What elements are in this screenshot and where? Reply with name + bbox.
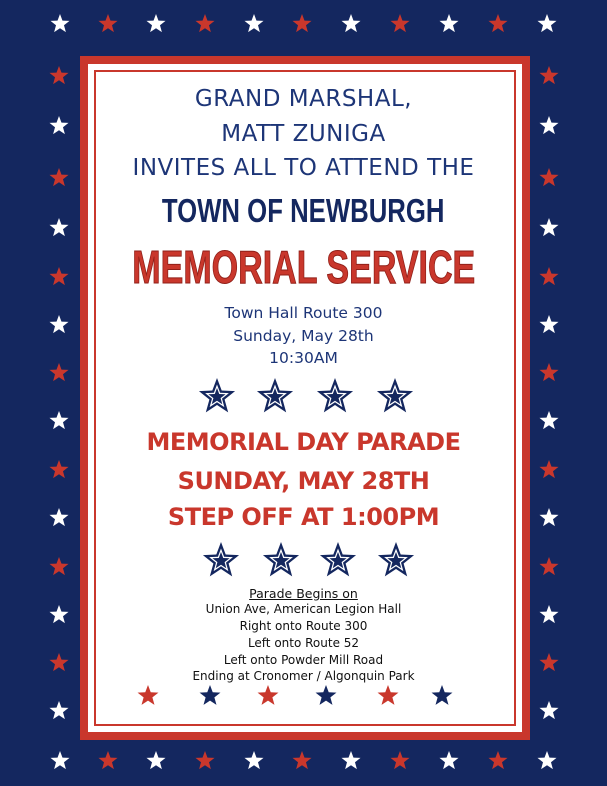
invitation-line: INVITES ALL TO ATTEND THE	[132, 155, 475, 181]
star-icon	[146, 751, 165, 769]
parade-date: SUNDAY, MAY 28TH	[177, 467, 430, 495]
service-date: Sunday, May 28th	[233, 327, 374, 345]
star-icon	[439, 14, 458, 32]
star-icon	[539, 557, 558, 575]
star-icon	[537, 14, 556, 32]
star-icon	[292, 751, 311, 769]
star-icon	[341, 751, 360, 769]
star-icon	[539, 701, 558, 719]
town-name-heading	[0, 192, 607, 230]
memorial-service-title: MEMORIAL SERVICE	[132, 241, 475, 293]
star-icon	[195, 751, 214, 769]
star-icon	[50, 14, 69, 32]
star-icon	[390, 751, 409, 769]
marshal-name: MATT ZUNIGA	[221, 121, 386, 147]
star-icon	[49, 557, 68, 575]
star-icon	[146, 14, 165, 32]
star-icon	[537, 751, 556, 769]
route-step: Left onto Powder Mill Road	[223, 653, 384, 667]
star-icon	[50, 751, 69, 769]
star-icon	[98, 14, 117, 32]
star-icon	[49, 411, 68, 429]
star-icon	[292, 14, 311, 32]
star-icon	[49, 66, 68, 84]
star-icon	[439, 751, 458, 769]
route-step: Union Ave, American Legion Hall	[205, 602, 402, 616]
star-icon	[244, 14, 263, 32]
star-icon	[98, 751, 117, 769]
service-time: 10:30AM	[269, 349, 338, 367]
star-icon	[49, 701, 68, 719]
route-step: Right onto Route 300	[239, 619, 368, 633]
star-icon	[244, 751, 263, 769]
star-icon	[539, 66, 558, 84]
star-icon	[488, 14, 507, 32]
town-name: TOWN OF NEWBURGH	[162, 192, 445, 229]
star-icon	[488, 751, 507, 769]
parade-step-off-time: STEP OFF AT 1:00PM	[167, 503, 440, 531]
star-icon	[539, 411, 558, 429]
parade-title: MEMORIAL DAY PARADE	[146, 428, 461, 456]
star-icon	[195, 14, 214, 32]
star-icon	[341, 14, 360, 32]
service-location: Town Hall Route 300	[224, 304, 383, 322]
route-step: Ending at Cronomer / Algonquin Park	[192, 669, 415, 683]
parade-route-heading: Parade Begins on	[249, 586, 358, 601]
route-step: Left onto Route 52	[247, 636, 360, 650]
grand-marshal-line: GRAND MARSHAL,	[194, 86, 413, 112]
memorial-service-heading	[0, 240, 607, 294]
star-icon	[390, 14, 409, 32]
